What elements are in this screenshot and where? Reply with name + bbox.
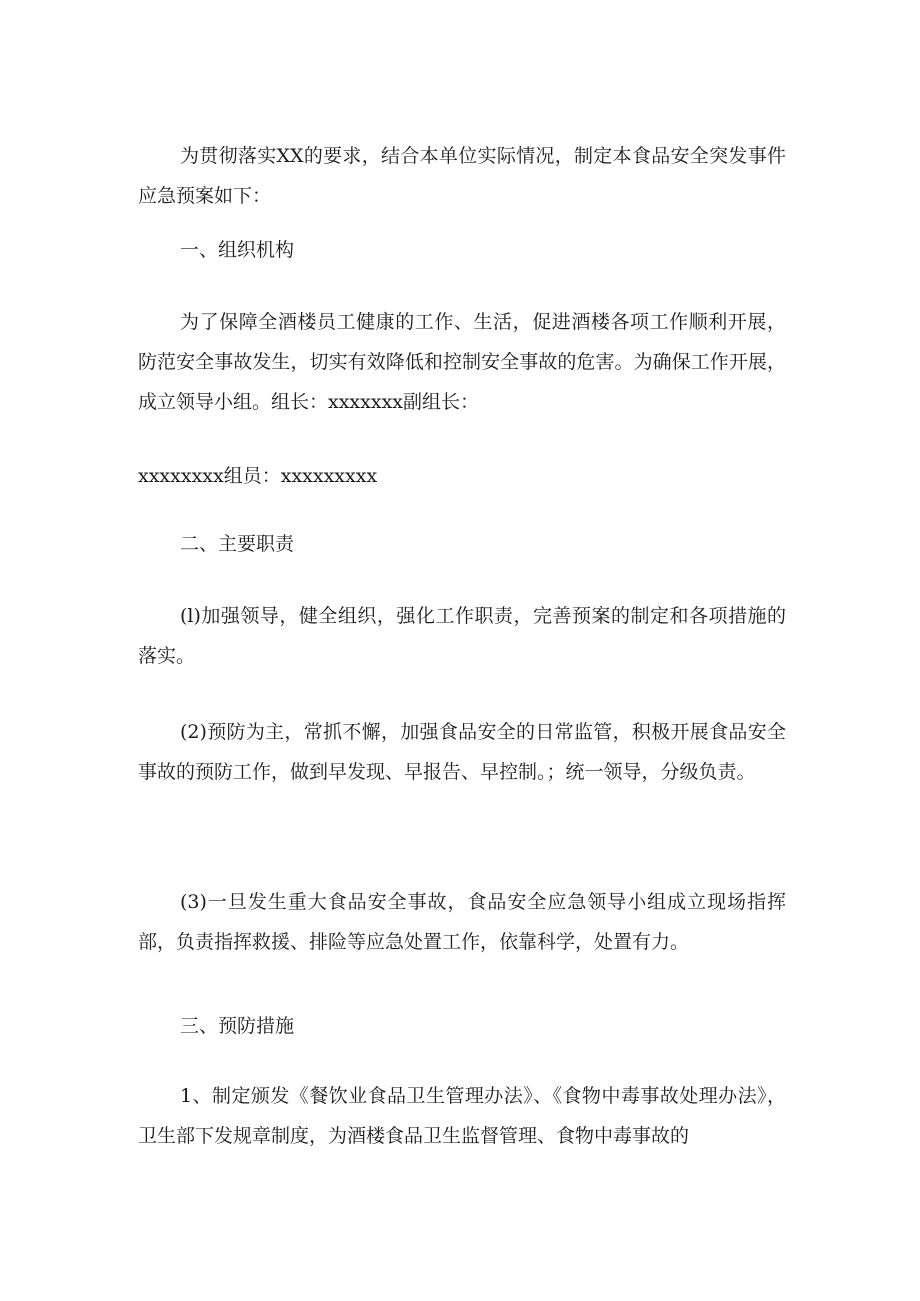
organization-paragraph: 为了保障全酒楼员工健康的工作、生活，促进酒楼各项工作顺利开展，防范安全事故发生，切实有效降低和控制安全事故的危害。为确保工作开展，成立领导小组。组长：xxxxxxx副组长： [138, 311, 786, 413]
intro-paragraph: 为贯彻落实XX的要求，结合本单位实际情况，制定本食品安全突发事件应急预案如下： [138, 145, 786, 207]
members-line: xxxxxxxx组员：xxxxxxxxx [138, 465, 378, 487]
duty-item-3: (3)一旦发生重大食品安全事故，食品安全应急领导小组成立现场指挥部，负责指挥救援、排险等应急处置工作，依靠科学，处置有力。 [138, 891, 786, 953]
section-duties-heading: 二、主要职责 [180, 533, 295, 555]
duty-item-1: (l)加强领导，健全组织，强化工作职责，完善预案的制定和各项措施的落实。 [138, 605, 786, 667]
section-measures-heading: 三、预防措施 [180, 1015, 295, 1037]
section-organization-heading: 一、组织机构 [180, 239, 295, 261]
duty-item-2: (2)预防为主，常抓不懈，加强食品安全的日常监管，积极开展食品安全事故的预防工作，做到早发现、早报告、早控制。；统一领导，分级负责。 [138, 721, 786, 783]
measure-item-1: 1、制定颁发《餐饮业食品卫生管理办法》、《食物中毒事故处理办法》，卫生部下发规章制度，为酒楼食品卫生监督管理、食物中毒事故的 [138, 1085, 786, 1147]
